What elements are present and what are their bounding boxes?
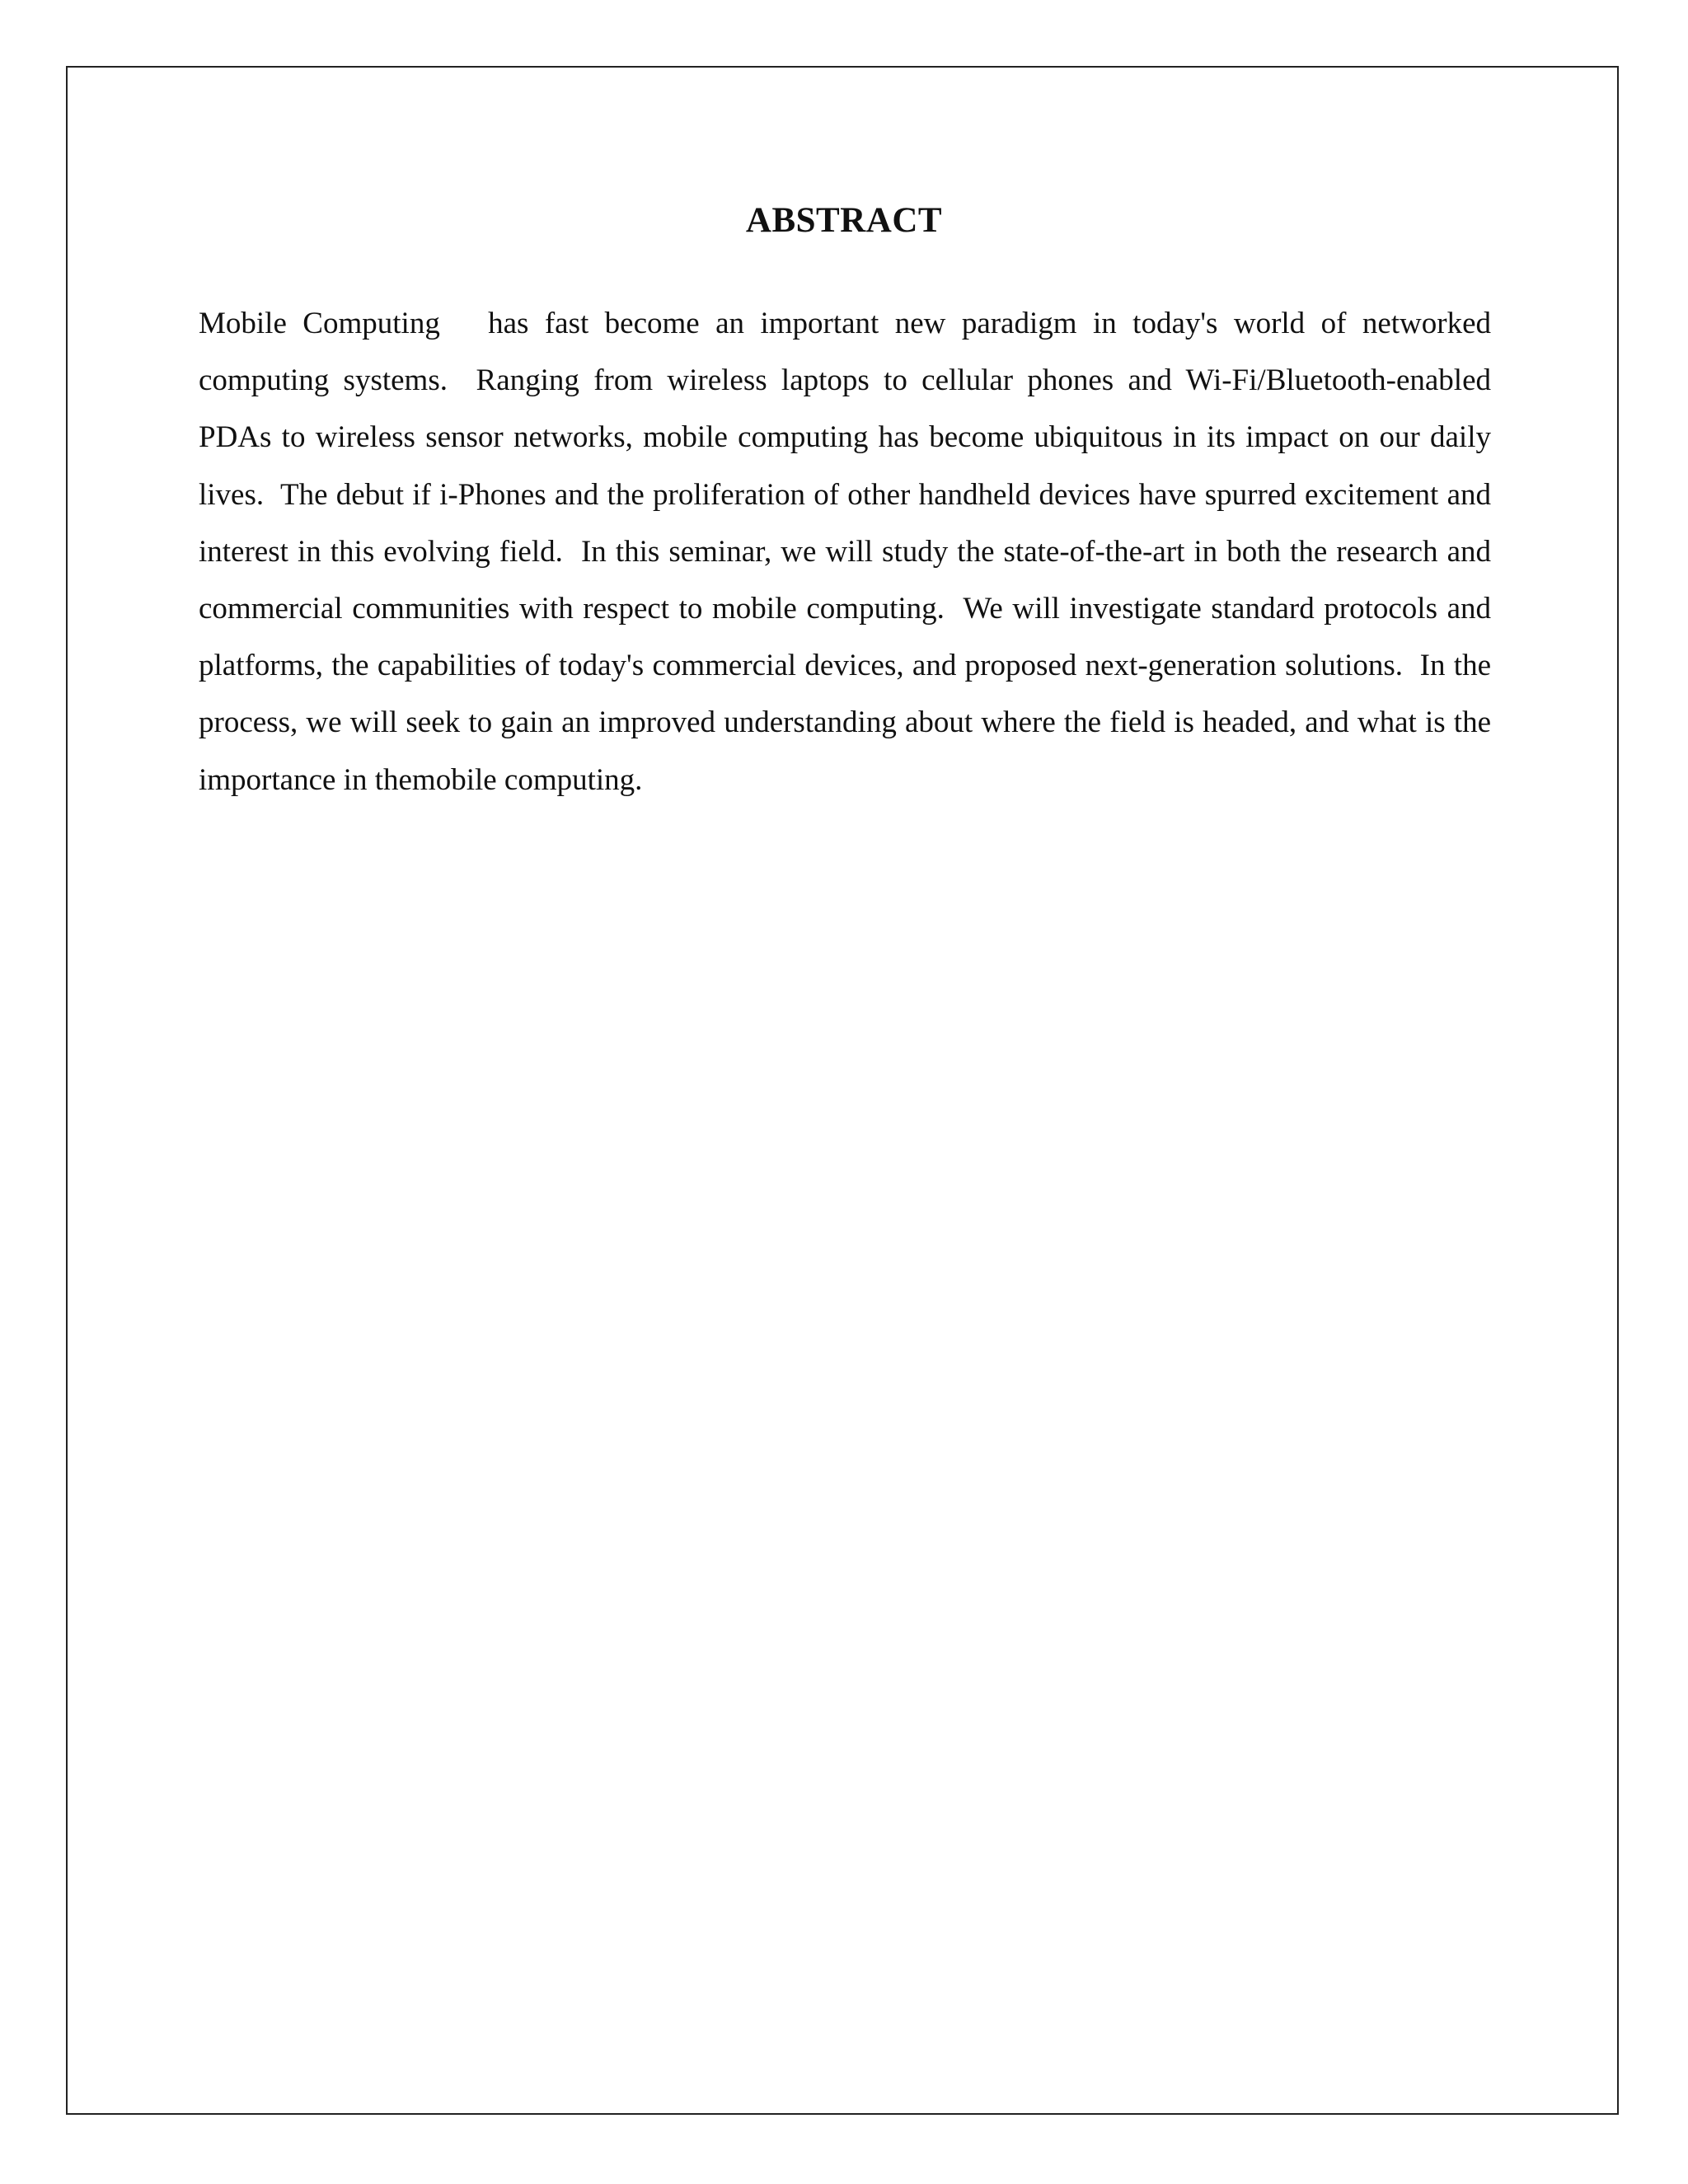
abstract-heading: ABSTRACT — [745, 201, 943, 240]
abstract-paragraph: Mobile Computing has fast become an important new paradigm in today's world of networked computing systems. Ranging from wireless laptops to cellular phones and Wi-Fi/Bluetooth-enabled PDAs to wireless sensor networks, mobile computing has become ubiquitous in its impact on our daily lives. The debut if i-Phones and the proliferation of other handheld devices have spurred excitement and interest in this evolving field. In this seminar, we will study the state-of-the-art in both the research and commercial communities with respect to mobile computing. We will investigate standard protocols and platforms, the capabilities of today's commercial devices, and proposed next-generation solutions. In the process, we will seek to gain an improved understanding about where the field is headed, and what is the importance in themobile computing. — [199, 307, 1499, 797]
